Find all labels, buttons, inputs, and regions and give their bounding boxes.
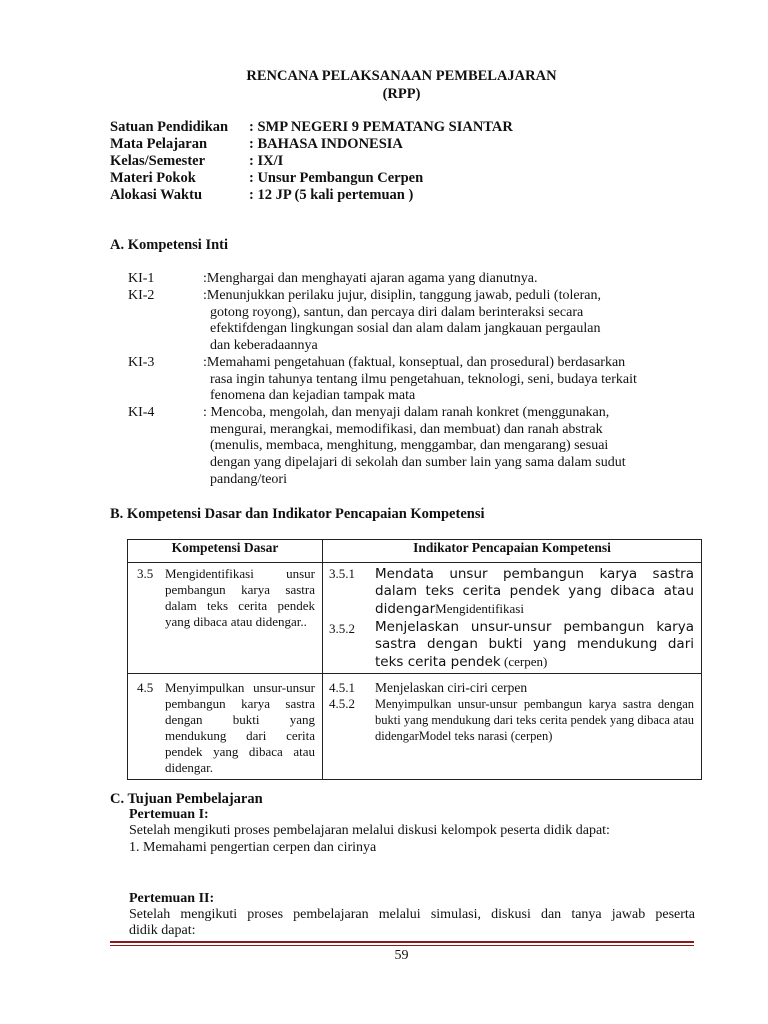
meeting-2-title: Pertemuan II: [129, 891, 215, 906]
meeting-1-intro: Setelah mengikuti proses pembelajaran melalui diskusi kelompok peserta didik dapat: [129, 823, 610, 838]
indicator-cell [323, 563, 702, 674]
ki-label: KI-1 [128, 271, 155, 286]
ki-label: KI-4 [128, 405, 155, 420]
indicator-item [324, 619, 700, 671]
ki-line: rasa ingin tahunya tentang ilmu pengetahuan, teknologi, seni, budaya terkait [210, 371, 637, 387]
kd-cell [128, 563, 323, 674]
identity-value: : Unsur Pembangun Cerpen [249, 170, 424, 186]
indicator-item [324, 696, 700, 744]
indicator-text: Mendata unsur pembangun karya sastra dalam teks cerita pendek yang dibaca atau didengarMengidentifikasi [375, 566, 694, 617]
section-a-heading: A. Kompetensi Inti [110, 237, 229, 253]
identity-label: Kelas/Semester [110, 153, 206, 169]
footer-rule-thin [110, 945, 694, 946]
ki-text [203, 405, 695, 489]
indicator-number: 4.5.1 [329, 680, 355, 695]
identity-row [110, 119, 513, 136]
ki-line: mengurai, merangkai, memodifikasi, dan membuat) dan ranah abstrak [210, 421, 603, 437]
ki-line: :Menunjukkan perilaku jujur, disiplin, tanggung jawab, peduli (toleran, [203, 288, 601, 303]
indicator-text: Menyimpulkan unsur-unsur pembangun karya sastra dengan bukti yang mendukung dari teks cerita pendek yang dibaca atau didengarModel teks narasi (cerpen) [375, 697, 694, 743]
identity-value: : 12 JP (5 kali pertemuan ) [249, 187, 414, 203]
ki-label: KI-2 [128, 288, 155, 303]
identity-label: Alokasi Waktu [110, 187, 203, 203]
document-title: RENCANA PELAKSANAAN PEMBELAJARAN [246, 68, 557, 84]
competency-table [127, 539, 702, 780]
indicator-item [324, 680, 700, 696]
ki-line: efektifdengan lingkungan sosial dan alam dalam jangkauan pergaulan [210, 321, 601, 337]
section-b-heading: B. Kompetensi Dasar dan Indikator Pencapaian Kompetensi [110, 506, 485, 522]
indicator-item [324, 566, 700, 618]
meeting-2-intro: Setelah mengikuti proses pembelajaran melalui simulasi, diskusi dan tanya jawab peserta [129, 907, 695, 922]
ki-line: gotong royong), santun, dan percaya diri dalam berinteraksi secara [210, 304, 584, 320]
meeting-2-intro-cont: didik dapat: [129, 923, 196, 938]
section-c-heading: C. Tujuan Pembelajaran [110, 791, 263, 807]
indicator-number: 3.5.2 [329, 621, 355, 636]
kd-number: 4.5 [137, 680, 154, 695]
meeting-1-title: Pertemuan I: [129, 807, 209, 822]
identity-row [110, 153, 283, 170]
ki-line: :Menghargai dan menghayati ajaran agama yang dianutnya. [203, 271, 538, 286]
meeting-1-item: 1. Memahami pengertian cerpen dan cirinya [129, 840, 377, 855]
ki-line: : Mencoba, mengolah, dan menyaji dalam ranah konkret (menggunakan, [203, 405, 610, 420]
indicator-text: Menjelaskan unsur-unsur pembangun karya sastra dengan bukti yang mendukung dari teks cerita pendek (cerpen) [375, 619, 694, 670]
ki-line: dan keberadaannya [210, 338, 318, 354]
ki-line: :Memahami pengetahuan (faktual, konseptual, dan prosedural) berdasarkan [203, 355, 626, 370]
identity-value: : IX/I [249, 153, 284, 169]
table-header-kd: Kompetensi Dasar [128, 540, 323, 563]
identity-value: : BAHASA INDONESIA [249, 136, 403, 152]
ki-text [203, 355, 695, 405]
identity-label: Materi Pokok [110, 170, 196, 186]
identity-value: : SMP NEGERI 9 PEMATANG SIANTAR [249, 119, 513, 135]
identity-row [110, 187, 413, 204]
identity-label: Mata Pelajaran [110, 136, 208, 152]
table-row [128, 563, 702, 674]
kd-cell [128, 674, 323, 780]
ki-line: (menulis, membaca, menghitung, menggambar, dan mengarang) sesuai [210, 438, 609, 454]
indicator-number: 3.5.1 [329, 566, 355, 581]
document-subtitle: (RPP) [382, 86, 421, 102]
kd-text: Mengidentifikasi unsur pembangun karya sastra dalam teks cerita pendek yang dibaca atau didengar.. [165, 566, 315, 629]
kd-number: 3.5 [137, 566, 154, 581]
page-number: 59 [394, 948, 409, 963]
ki-text [203, 271, 695, 288]
kd-text: Menyimpulkan unsur-unsur pembangun karya sastra dengan bukti yang mendukung dari cerita pendek yang dibaca atau didengar. [165, 680, 315, 775]
indicator-number: 4.5.2 [329, 696, 355, 711]
footer-rule [110, 941, 694, 943]
ki-line: pandang/teori [210, 471, 287, 487]
ki-line: fenomena dan kejadian tampak mata [210, 388, 416, 404]
table-header-indicator: Indikator Pencapaian Kompetensi [323, 540, 702, 563]
table-row [128, 674, 702, 780]
identity-label: Satuan Pendidikan [110, 119, 229, 135]
ki-label: KI-3 [128, 355, 155, 370]
identity-row [110, 170, 423, 187]
indicator-cell [323, 674, 702, 780]
identity-row [110, 136, 403, 153]
ki-line: dengan yang dipelajari di sekolah dan sumber lain yang sama dalam sudut [210, 455, 626, 471]
indicator-text: Menjelaskan ciri-ciri cerpen [375, 680, 528, 695]
ki-text [203, 288, 695, 355]
